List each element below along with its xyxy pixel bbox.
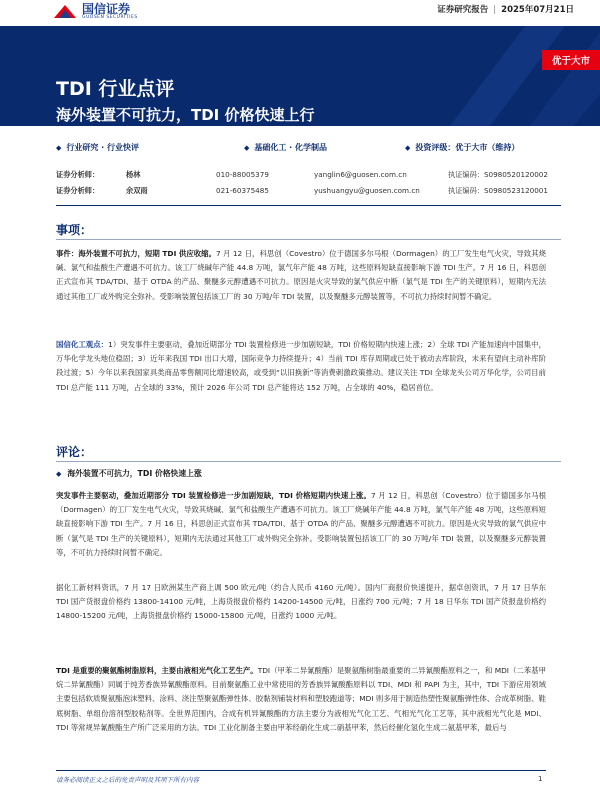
meta-rating (405, 142, 519, 153)
diamond-icon: ◆ (56, 469, 62, 478)
logo-name: 国信证券 (82, 1, 131, 16)
analyst-row (56, 186, 561, 202)
analyst-cert: 执证编码：S0980520120002 (448, 170, 548, 179)
comment-3-body: TDI（甲苯二异氰酸酯）是聚氨酯树脂最重要的二异氰酸酯原料之一，和 MDI（二苯基甲烷二异氰酸酯）同属于纯芳香族异氰酸酯原料。目前聚氨酯工业中常使用的芳香族异氰酸酯原料以 TDI、MDI 和 PAPI 为主，其中，TDI 下游应用领域主要包括软质聚氨酯泡沫塑料、涂料、浇注型聚氨酯弹性体、胶黏剂铺装材料和塑胶跑道等；MDI 则多用于制造热塑性聚氨酯弹性体、合成革树脂、鞋底树脂、单组份溶剂型胶粘剂等。全世界范围内，合成有机异氰酸酯的方法主要分为液相光气化工艺、气相光气化工艺等，其中液相光气化是 MDI、TDI 等常规异氰酸酯生产所广泛采用的方法。TDI 工业化制备主要由甲苯经硝化生成二硝基甲苯，然后经催化氢化生成二氨基甲苯，最后与 (56, 666, 546, 732)
diamond-icon: ◆ (405, 143, 411, 152)
diamond-icon: ◆ (56, 143, 62, 152)
comment-section-title: 评论： (56, 445, 93, 459)
rating-label: 投资评级：优于大市（维持） (415, 143, 520, 152)
analyst-table (56, 170, 561, 202)
footer-divider (56, 770, 546, 771)
analyst-role: 证券分析师： (56, 186, 100, 195)
analyst-cert: 执证编码：S0980523120001 (448, 186, 548, 195)
comment-1-lead: 突发事件主要驱动，叠加近期部分 TDI 装置检修进一步加剧短缺，TDI 价格短期内快速上涨。 (56, 491, 372, 500)
sector-label: 基础化工 · 化学制品 (254, 143, 327, 152)
divider (56, 205, 561, 206)
diamond-icon: ◆ (244, 143, 250, 152)
comment-2-body: 据化工新材料资讯，7 月 17 日欧洲某生产商上调 500 欧元/吨（约合人民币 4160 元/吨）。国内厂商报价快速提升，据卓创资讯，7 月 17 日华东 TDI 国产货报盘价格约 13800-14100 元/吨，上海货报盘价格约 14200-14500 元/吨，日涨约 700 元/吨；7 月 18 日华东 TDI 国产货报盘价格约 14800-15200 元/吨，上海货报盘价格约 15000-15800 元/吨，日涨约 1000 元/吨。 (56, 583, 546, 621)
event-lead: 事件：海外装置不可抗力，短期 TDI 供应收缩。 (56, 249, 216, 258)
event-body: 7 月 12 日，科思创（Covestro）位于德国多尔马根（Dormagen）的工厂发生电气火灾，导致其烧碱、氯气和盐酸生产遭遇不可抗力。该工厂烧碱年产能 44.8 万吨，氯气年产能 48 万吨，这些原料短缺直接影响下游 TDI 生产。7 月 16 日，科思创正式宣布其 TDA/TDI、基于 OTDA 的产品、聚醚多元醇遭遇不可抗力。原因是火灾导致的氯气供应中断（氯气是 TDI 生产的关键原料），短期内无法通过其他工厂或外购完全弥补。受影响装置包括该工厂的 30 万吨/年 TDI 装置，以及聚醚多元醇装置等，不可抗力持续时间暂不确定。 (56, 249, 546, 301)
report-subtitle: 海外装置不可抗力，TDI 价格快速上行 (56, 106, 315, 124)
comment-paragraph-3 (56, 664, 546, 735)
comment-subheading-text: 海外装置不可抗力，TDI 价格快速上涨 (67, 469, 202, 478)
event-section-title: 事项： (56, 223, 93, 237)
page-number: 1 (538, 775, 543, 783)
report-type: 证券研究报告 (437, 5, 489, 15)
analyst-row (56, 170, 561, 186)
divider (56, 239, 561, 240)
banner-decoration (380, 26, 600, 126)
comment-paragraph-2 (56, 581, 546, 624)
analyst-phone: 010-88005379 (216, 170, 269, 179)
report-header-info: 证券研究报告 | 2025年07月21日 (437, 5, 574, 15)
event-paragraph (56, 247, 546, 304)
view-lead: 国信化工观点： (56, 340, 109, 349)
meta-category (56, 142, 139, 153)
comment-1-body: 7 月 12 日，科思创（Covestro）位于德国多尔马根（Dormagen）的工厂发生电气火灾，导致其烧碱、氯气和盐酸生产遭遇不可抗力。该工厂烧碱年产能 44.8 万吨，氯气年产能 48 万吨，这些原料短缺直接影响下游 TDI 生产。7 月 16 日，科思创正式宣布其 TDA/TDI、基于 OTDA 的产品、聚醚多元醇遭遇不可抗力。原因是火灾导致的氯气供应中断（氯气是 TDI 生产的关键原料），短期内无法通过其他工厂或外购完全弥补。受影响装置包括该工厂的 30 万吨/年 TDI 装置，以及聚醚多元醇装置等，不可抗力持续时间暂不确定。 (56, 491, 547, 557)
analyst-email[interactable]: yushuangyu@guosen.com.cn (314, 186, 420, 195)
analyst-phone: 021-60375485 (216, 186, 269, 195)
analyst-name: 杨林 (126, 170, 141, 179)
logo-english-name: GUOSEN SECURITIES (82, 14, 138, 20)
report-date: 2025年07月21日 (501, 5, 574, 15)
view-body: 1）突发事件主要驱动，叠加近期部分 TDI 装置检修进一步加剧短缺，TDI 价格短期内快速上涨；2）全球 TDI 产能加速向中国集中，万华化学龙头地位稳固；3）近年来我国 TDI 出口大增，国际竞争力持续提升；4）当前 TDI 库存周期或已处于被动去库阶段，未来有望向主动补库阶段过渡；5）今年以来我国家具类商品零售额同比增速较高，或受到“以旧换新”等消费刺激政策推动。建议关注 TDI 全球龙头公司万华化学，公司目前 TDI 总产能 111 万吨，占全球的 33%，预计 2026 年公司 TDI 总产能将达 152 万吨，占全球的 40%，稳居首位。 (56, 340, 546, 392)
category-label: 行业研究 · 行业快评 (66, 143, 139, 152)
divider (56, 461, 561, 462)
comment-paragraph-1 (56, 489, 546, 560)
meta-sector (244, 142, 327, 153)
logo-mark-icon (52, 3, 78, 19)
analyst-role: 证券分析师： (56, 170, 100, 179)
report-title: TDI 行业点评 (56, 78, 175, 100)
title-banner (0, 26, 600, 126)
comment-3-lead: TDI 是重要的聚氨酯树脂原料，主要由液相光气化工艺生产。 (56, 666, 258, 675)
analyst-email[interactable]: yanglin6@guosen.com.cn (314, 170, 407, 179)
comment-subheading (56, 468, 202, 479)
view-paragraph (56, 338, 546, 395)
footer-disclaimer[interactable]: 请务必阅读正文之后的免责声明及其项下所有内容 (56, 776, 199, 784)
rating-tag: 优于大市 (542, 50, 600, 70)
analyst-name: 余双雨 (126, 186, 148, 195)
top-bar (0, 0, 600, 26)
company-logo (52, 0, 138, 22)
